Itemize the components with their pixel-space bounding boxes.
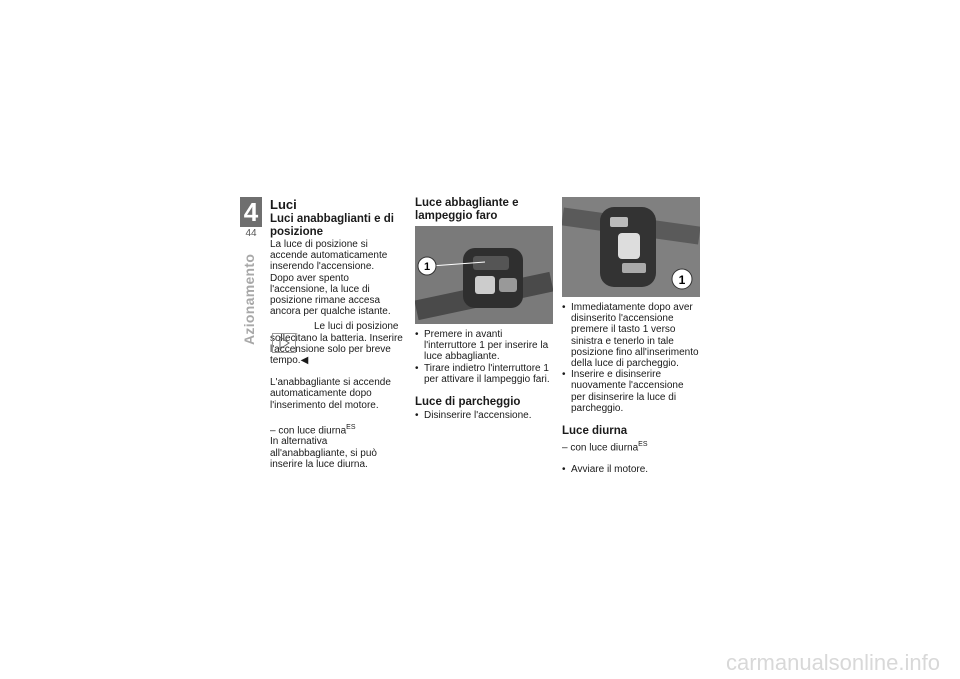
note-text: Le luci di posizione sollecitano la batteria. Inserire l'accensione solo per breve tempo.◀ (270, 321, 403, 367)
handlebar-switch-photo (415, 226, 553, 324)
section-label: Azionamento (241, 253, 257, 345)
list-item: • Disinserire l'accensione. (415, 410, 553, 421)
bullet-list (562, 302, 700, 414)
column-2 (415, 197, 553, 421)
paragraph: In alternativa all'anabbagliante, si può inserire la luce diurna. (270, 436, 377, 470)
section-heading: Luce di parcheggio (415, 396, 521, 409)
section-heading: Luce abbagliante e lampeggio faro (415, 197, 519, 222)
list-item: • Tirare indietro l'interruttore 1 per attivare il lampeggio fari. (415, 363, 553, 385)
note-block (270, 321, 406, 366)
paragraph: La luce di posizione si accende automaticamente inserendo l'accensione. (270, 239, 388, 273)
subsection-title: Luci anabbaglianti e di posizione (270, 213, 394, 238)
column-1 (270, 197, 406, 470)
paragraph: L'anabbagliante si accende automaticamente dopo l'inserimento del motore. (270, 377, 391, 411)
bullet-list (415, 329, 553, 385)
handlebar-switch-photo (562, 197, 700, 297)
option-line: – con luce diurna$^{ES}$ (562, 440, 648, 453)
callout-label: 1 (423, 261, 431, 273)
callout-label: 1 (678, 273, 686, 287)
list-item: • Avviare il motore. (562, 464, 700, 475)
bullet-list (562, 464, 700, 475)
list-item: • Premere in avanti l'interruttore 1 per inserire la luce abbagliante. (415, 329, 553, 363)
note-icon (272, 333, 296, 353)
list-item: • Inserire e disinserire nuovamente l'accensione per disinserire la luce di parcheggio. (562, 369, 700, 414)
option-line: – con luce diurna$^{ES}$ (270, 423, 356, 437)
page-number: 44 (245, 228, 257, 239)
chapter-number: 4 (240, 197, 262, 227)
section-heading: Luce diurna (562, 425, 628, 438)
section-title: Luci (270, 197, 297, 212)
watermark: carmanualsonline.info (725, 650, 940, 675)
list-item: • Immediatamente dopo aver disinserito l'accensione premere il tasto 1 verso sinistra e tenerlo in tale posizione fino all'inserimento della luce di parcheggio. (562, 302, 700, 369)
bullet-list (415, 410, 553, 421)
paragraph: Dopo aver spento l'accensione, la luce di posizione rimane accesa ancora per qualche istante. (270, 272, 391, 318)
column-3 (562, 197, 700, 475)
